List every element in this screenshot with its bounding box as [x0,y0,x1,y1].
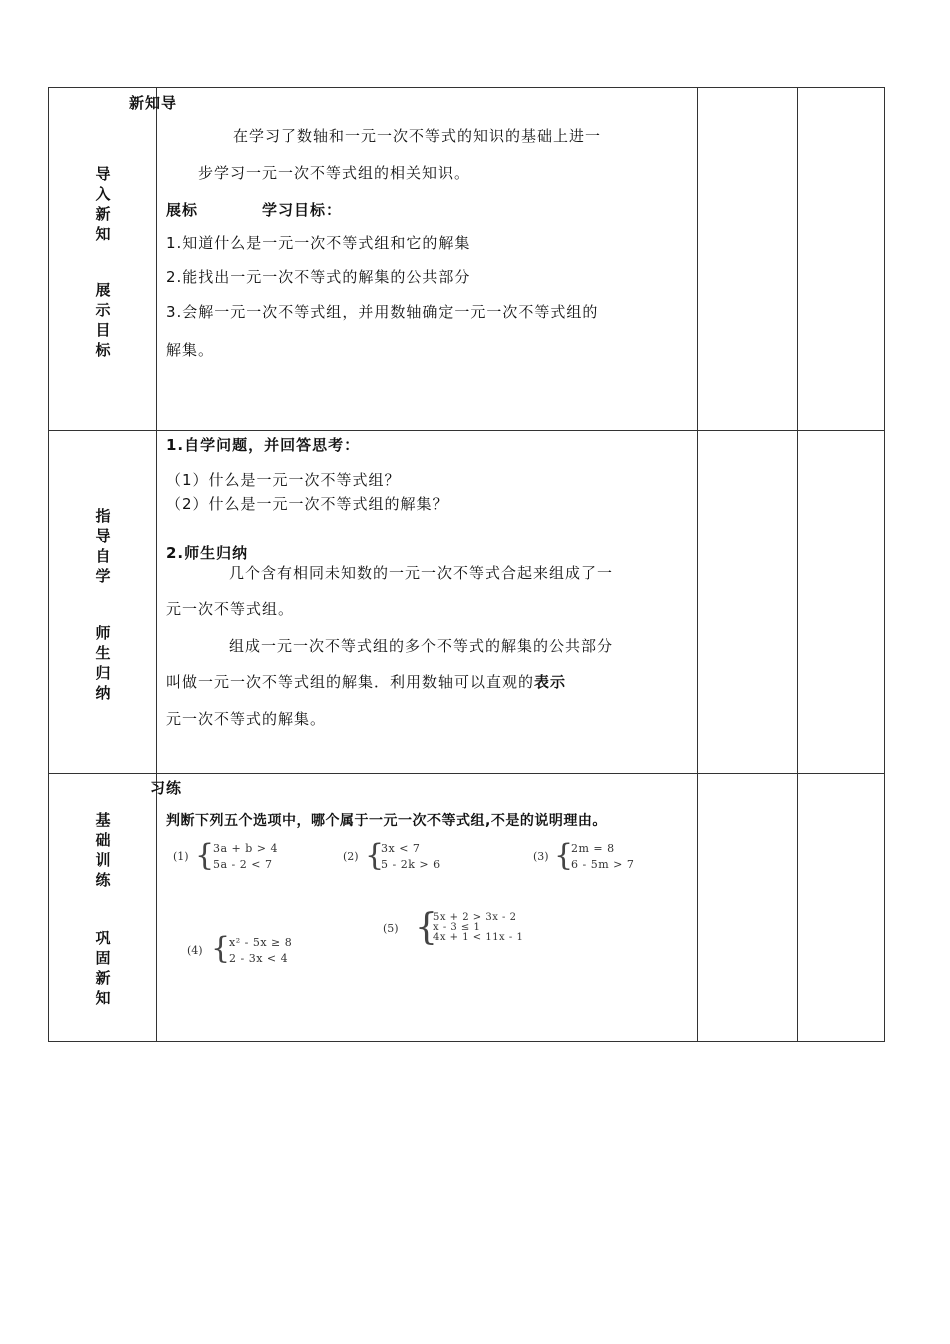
summary-para-1-line-2: 元一次不等式组。 [166,600,295,618]
summary-para-2-line-1: 组成一元一次不等式组的多个不等式的解集的公共部分 [229,637,614,655]
self-study-heading: 1.自学问题，并回答思考： [166,436,361,454]
goal-label-left: 展标 [166,201,199,219]
summary-para-1-line-1: 几个含有相同未知数的一元一次不等式合起来组成了一 [229,564,614,582]
section2-side-title: 指 导 自 学 [95,507,111,585]
section1-side-title: 导 入 新 知 [95,165,111,243]
section2-side-subtitle: 师 生 归 纳 [95,624,111,702]
exercise-question: 判断下列五个选项中，哪个属于一元一次不等式组,不是的说明理由。 [166,813,607,829]
column-divider [797,88,798,1041]
section1-side-subtitle: 展 示 目 标 [95,281,111,359]
section3-side-title: 基 础 训 练 [95,811,111,889]
summary-heading: 2.师生归纳 [166,544,249,562]
goal-3-line-2: 解集。 [166,341,215,359]
goal-2: 2.能找出一元一次不等式的解集的公共部分 [166,268,471,286]
intro-line-1: 在学习了数轴和一元一次不等式的知识的基础上进一 [233,127,602,145]
summary-para-2-line-3: 元一次不等式的解集。 [166,710,327,728]
goal-label: 学习目标： [262,201,343,219]
column-divider [156,88,157,1041]
goal-3-line-1: 3.会解一元一次不等式组，并用数轴确定一元一次不等式组的 [166,303,599,321]
question-2: （2）什么是一元一次不等式组的解集？ [166,495,449,513]
row-divider [49,773,884,774]
row-divider [49,430,884,431]
lesson-table: 新知导 导 入 新 知 展 示 目 标 在学习了数轴和一元一次不等式的知识的基础上进一 步学习一元一次不等式组的相关知识。 展标 学习目标： 1.知道什么是一元一次不等式组和它的解集 2.能找出一元一次不等式的解集的公共部分 3.会解一元一次不等式组，并用数轴确定一元一次不等式组的 解集。 指 导 自 学 师 生 归 纳 1.自学问题，并回答思考： （1）什么是一元一次不等式组？ （2）什么是一元一次不等式组的解集？ 2.师生归纳 几个含有相同未知数的一元一次不等式合起来组成了一 元一次不等式组。 组成一元一次不等式组的多个不等式的解集的公共部分 叫做一元一次不等式组的解集．利用数轴可以直观的表示 元一次不等式的解集。 习练 基 础 训 练 巩 固 新 知 判断下列五个选项中，哪个属于一元一次不等式组,不是的说明理由。 (1) { 3a + b > 4 5a - 2 < 7 (2) { 3x < 7 5 - 2k > 6 (3) { 2m = 8 6 - 5m > 7 (4) { x² - 5x ≥ 8 2 - 3x < 4 (5) { 5x + 2 > 3x - 2 x - 3 ≤ 1 4x + 1 < 11x - 1 [48,87,885,1042]
intro-line-2: 步学习一元一次不等式组的相关知识。 [198,164,471,182]
goal-1: 1.知道什么是一元一次不等式组和它的解集 [166,234,471,252]
section3-corner-label: 习练 [150,779,183,797]
question-1: （1）什么是一元一次不等式组？ [166,471,401,489]
column-divider [697,88,698,1041]
section1-corner-label: 新知导 [129,94,178,112]
summary-para-2-line-2: 叫做一元一次不等式组的解集．利用数轴可以直观的表示 [166,673,567,691]
section3-side-subtitle: 巩 固 新 知 [95,929,111,1007]
